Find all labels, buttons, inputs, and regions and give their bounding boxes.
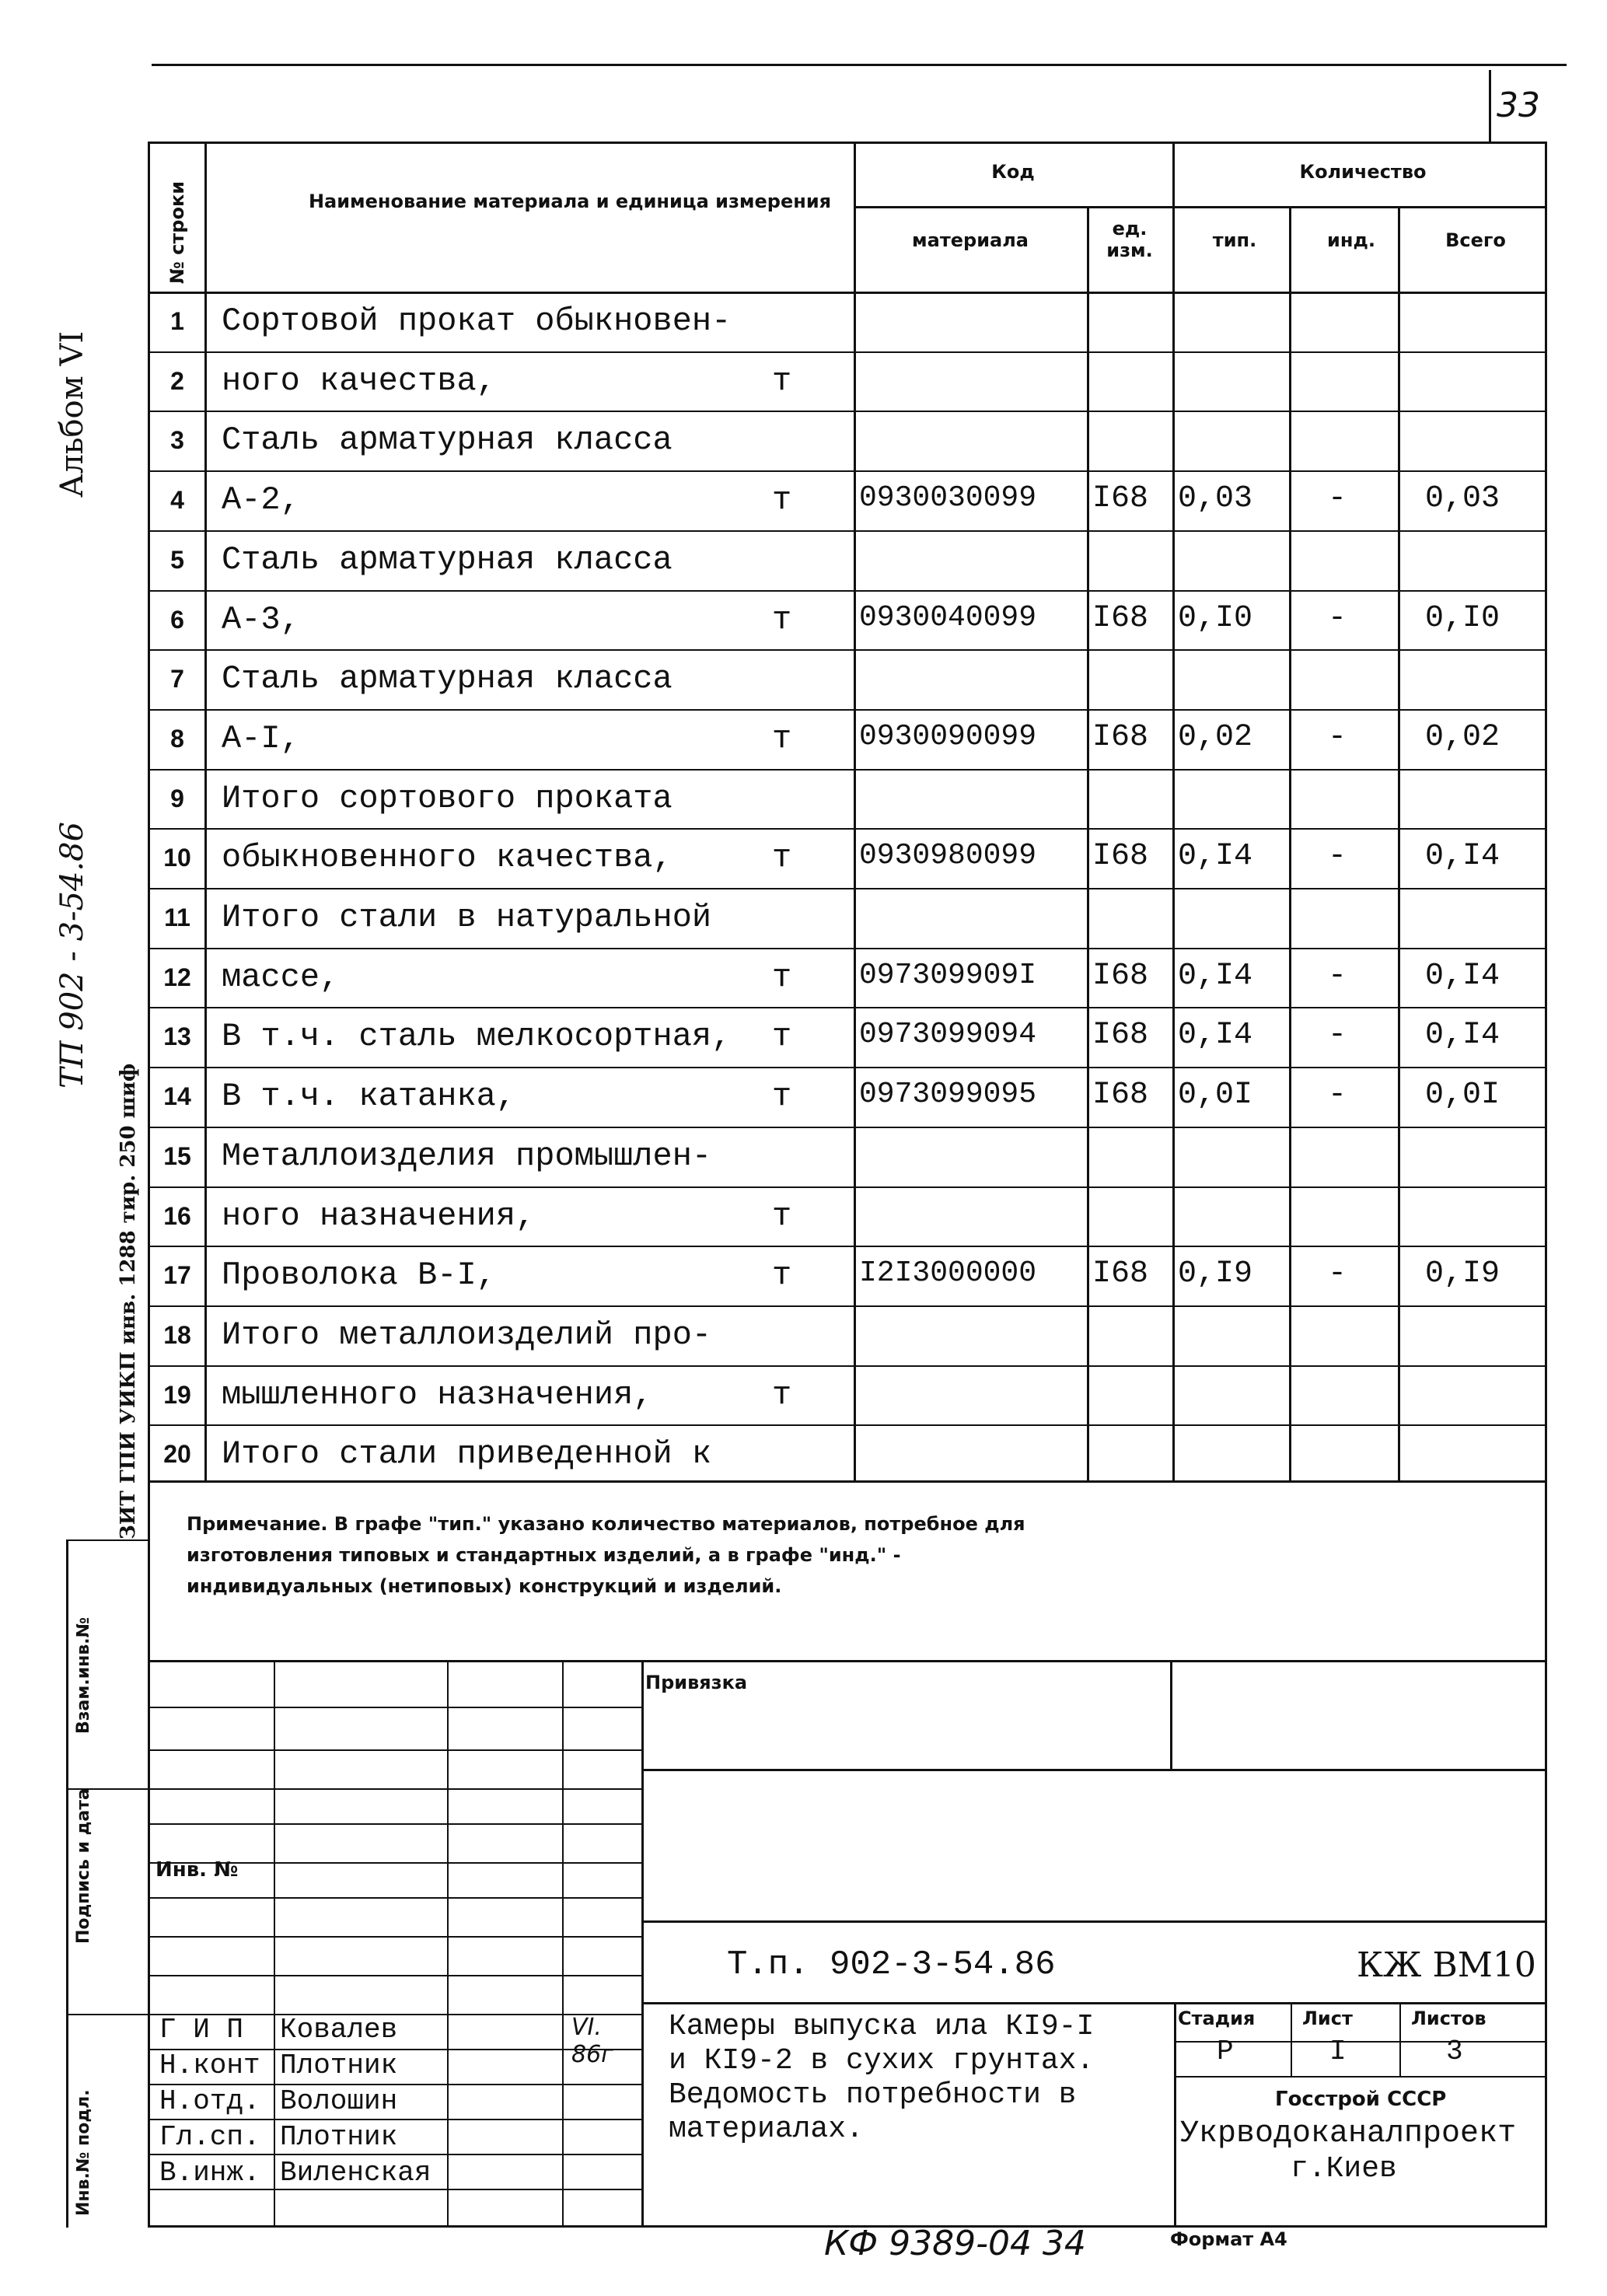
sheet-number: 33 [1497, 86, 1540, 125]
material-name: мышленного назначения, [222, 1375, 653, 1414]
qty-ind: - [1328, 1078, 1347, 1113]
qty-total: 0,I4 [1425, 958, 1500, 994]
row-number: 1 [170, 307, 184, 335]
row-number: 8 [170, 724, 184, 753]
doc-code-top [641, 1920, 1547, 1923]
unit-code: I68 [1092, 1018, 1149, 1054]
signer-role: Н.отд. [159, 2085, 260, 2117]
row-number: 15 [163, 1141, 191, 1170]
row-number: 4 [170, 486, 184, 515]
stamp-grid-line [148, 2154, 641, 2155]
row-number: 16 [163, 1201, 191, 1230]
stamp-grid-line [148, 1936, 641, 1938]
material-code: I2I3000000 [859, 1256, 1037, 1291]
material-name: А-2, [222, 481, 300, 519]
signer-name: Плотник [280, 2121, 398, 2153]
table-row [150, 411, 1547, 470]
material-name: Сталь арматурная класса [222, 660, 672, 698]
table-row [150, 530, 1547, 590]
row-number: 5 [170, 545, 184, 574]
ind-header: инд. [1327, 229, 1375, 251]
row-number: 11 [164, 903, 190, 931]
note: Примечание. В графе "тип." указано количество материалов, потребное для изготовления типовых и стандартных изделий, а в графе "инд." - индивидуальных (нетиповых) конструкций и изделий. [187, 1513, 1025, 1597]
unit-code: I68 [1092, 719, 1149, 755]
qty-typ: 0,I0 [1178, 600, 1253, 636]
stamp-col-1 [274, 1660, 275, 2228]
material-name: Сталь арматурная класса [222, 540, 672, 578]
unit-text: т [772, 1197, 792, 1235]
org-name-2: Укрводоканалпроект [1180, 2116, 1517, 2151]
unit-text: т [772, 958, 792, 996]
qty-ind: - [1328, 1256, 1347, 1292]
stamp-grid-line [148, 1975, 641, 1976]
stamp-grid-line [148, 1897, 641, 1899]
material-code: 097309909I [859, 958, 1037, 992]
album-label: Альбом VI [54, 330, 90, 498]
stage-col-1 [1291, 2002, 1292, 2076]
margin-split-2 [66, 2014, 148, 2015]
table-row [150, 948, 1547, 1008]
table-row [150, 292, 1547, 351]
code-header: Код [991, 161, 1035, 183]
doc-code: Т.п. 902-3-54.86 [727, 1945, 1056, 1984]
material-name: А-I, [222, 719, 300, 757]
stage-label: Стадия [1178, 2008, 1256, 2029]
unit-code: I68 [1092, 839, 1149, 875]
privyazka-label: Привязка [645, 1672, 748, 1693]
qty-total: 0,I4 [1425, 839, 1500, 875]
footer-number: КФ 9389-04 34 [824, 2224, 1086, 2263]
material-code: 0930030099 [859, 481, 1037, 515]
material-name: ного качества, [222, 362, 496, 400]
qty-ind: - [1328, 958, 1347, 994]
title-split [1174, 2002, 1176, 2228]
row-number: 18 [163, 1320, 191, 1349]
doc-title-line: и КI9-2 в сухих грунтах. [669, 2044, 1095, 2078]
unit-text: т [772, 1018, 792, 1056]
table-row [150, 649, 1547, 709]
sheet-value: I [1329, 2036, 1347, 2067]
doc-title-line: материалах. [669, 2113, 864, 2146]
margin-label: Подпись и дата [74, 1788, 93, 1944]
material-name: ного назначения, [222, 1197, 536, 1235]
table-row [150, 1067, 1547, 1127]
row-number: 3 [170, 426, 184, 455]
unit-text: т [772, 839, 792, 877]
qty-typ: 0,0I [1178, 1078, 1253, 1113]
signer-role: Н.конт [159, 2050, 260, 2081]
qty-typ: 0,I9 [1178, 1256, 1253, 1292]
doc-mark: КЖ ВМ10 [1357, 1945, 1536, 1985]
margin-label: Инв.№ подл. [74, 2089, 93, 2216]
qty-total: 0,03 [1425, 481, 1500, 517]
qty-typ: 0,I4 [1178, 839, 1253, 875]
unit-code: I68 [1092, 481, 1149, 517]
stamp-left-line [148, 1481, 150, 2228]
stamp-grid-line [148, 1788, 641, 1790]
material-code: 0973099095 [859, 1078, 1037, 1112]
unit-text: т [772, 600, 792, 638]
table-row [150, 709, 1547, 769]
qty-total: 0,02 [1425, 719, 1500, 755]
typ-header: тип. [1212, 229, 1257, 251]
stamp-grid-line [148, 2189, 641, 2190]
material-code: 0973099094 [859, 1018, 1037, 1052]
privyazka-split [1170, 1660, 1172, 1769]
quantity-header: Количество [1299, 161, 1427, 183]
sheets-value: 3 [1446, 2036, 1463, 2067]
row-number: 10 [163, 844, 191, 872]
margin-label: Взам.инв.№ [74, 1616, 93, 1734]
qty-ind: - [1328, 481, 1347, 517]
qty-typ: 0,03 [1178, 481, 1253, 517]
qty-total: 0,I4 [1425, 1018, 1500, 1054]
doc-title-line: Камеры выпуска ила КI9-I [669, 2010, 1095, 2043]
material-name: В т.ч. сталь мелкосортная, [222, 1018, 732, 1056]
unit-header: ед. изм. [1106, 218, 1153, 261]
unit-code: I68 [1092, 1256, 1149, 1292]
signer-role: Гл.сп. [159, 2121, 260, 2153]
table-row [150, 1424, 1547, 1484]
row-number: 19 [163, 1380, 191, 1409]
unit-text: т [772, 1375, 792, 1414]
margin-split-0 [66, 1539, 148, 1541]
material-name: Итого металлоизделий про- [222, 1316, 712, 1354]
material-name: Итого стали приведенной к [222, 1435, 712, 1473]
signer-name: Ковалев [280, 2014, 398, 2046]
qty-typ: 0,I4 [1178, 1018, 1253, 1054]
material-name: массе, [222, 958, 340, 996]
signer-role: Г И П [159, 2014, 244, 2046]
unit-code: I68 [1092, 1078, 1149, 1113]
stamp-grid-line [148, 1707, 641, 1708]
signer-role: В.инж. [159, 2157, 260, 2189]
row-number: 20 [163, 1440, 191, 1469]
privyazka-bottom [641, 1769, 1547, 1771]
material-code: 0930090099 [859, 719, 1037, 753]
stamp-col-3 [562, 1660, 564, 2228]
stage-col-2 [1399, 2002, 1401, 2076]
sheets-label: Листов [1411, 2008, 1486, 2029]
table-row [150, 1365, 1547, 1425]
table-row [150, 1305, 1547, 1365]
material-code: 0930980099 [859, 839, 1037, 873]
signer-name: Волошин [280, 2085, 398, 2117]
material-code-header: материала [912, 229, 1029, 251]
unit-text: т [772, 1256, 792, 1295]
row-number: 6 [170, 605, 184, 634]
material-name: Металлоизделия промышлен- [222, 1137, 712, 1175]
signer-name: Плотник [280, 2050, 398, 2081]
table-row [150, 769, 1547, 829]
signer-name: Виленская [280, 2157, 431, 2189]
material-name: Итого стали в натуральной [222, 899, 712, 936]
row-number: 7 [170, 665, 184, 694]
stamp-col-4 [641, 1660, 644, 2228]
stamp-grid-line [148, 2119, 641, 2120]
qty-total: 0,I0 [1425, 600, 1500, 636]
qty-ind: - [1328, 600, 1347, 636]
row-number: 13 [163, 1022, 191, 1051]
table-row [150, 470, 1547, 530]
table-row [150, 1246, 1547, 1305]
row-number: 2 [170, 366, 184, 395]
table-row [150, 888, 1547, 948]
materials-table [148, 142, 1547, 1483]
qty-total: 0,I9 [1425, 1256, 1500, 1292]
qty-ind: - [1328, 839, 1347, 875]
stamp-grid-line [148, 1749, 641, 1751]
margin-outer-line [66, 1539, 68, 2228]
inv-no-label: Инв. № [155, 1858, 239, 1882]
qty-typ: 0,02 [1178, 719, 1253, 755]
row-number: 12 [163, 963, 191, 991]
material-name: Проволока В-I, [222, 1256, 496, 1295]
stamp-top-line [148, 1660, 1547, 1662]
material-name: В т.ч. катанка, [222, 1078, 516, 1116]
unit-code: I68 [1092, 600, 1149, 636]
material-code: 0930040099 [859, 600, 1037, 634]
stage-line-2 [1174, 2076, 1547, 2078]
row-number: 17 [163, 1261, 191, 1290]
table-row [150, 1127, 1547, 1186]
table-row [150, 1007, 1547, 1067]
rownum-header: № строки [166, 180, 188, 285]
sheet-number-divider [1489, 70, 1491, 144]
total-header: Всего [1445, 229, 1506, 251]
table-row [150, 828, 1547, 888]
material-name: Сортовой прокат обыкновен- [222, 302, 732, 340]
unit-text: т [772, 481, 792, 519]
doc-code-bottom [641, 2002, 1547, 2004]
unit-text: т [772, 1078, 792, 1116]
stamp-right-line [1545, 1481, 1547, 2228]
table-row [150, 1186, 1547, 1246]
unit-code: I68 [1092, 958, 1149, 994]
inventory-label: ЗИТ ГПИ УИКП инв. 1288 тир. 250 шиф [117, 1063, 140, 1539]
format-label: Формат А4 [1170, 2228, 1287, 2250]
header-split-line [854, 206, 1547, 208]
qty-typ: 0,I4 [1178, 958, 1253, 994]
qty-total: 0,0I [1425, 1078, 1500, 1113]
sheet-label: Лист [1302, 2008, 1353, 2029]
sign-date: VI. 86г [571, 2014, 613, 2068]
qty-ind: - [1328, 719, 1347, 755]
row-number: 14 [163, 1082, 191, 1111]
material-name: Итого сортового проката [222, 779, 672, 817]
top-rule [152, 64, 1567, 66]
stage-value: Р [1217, 2036, 1234, 2067]
name-header: Наименование материала и единица измерения [308, 190, 832, 212]
stamp-col-2 [447, 1660, 449, 2228]
doc-title-line: Ведомость потребности в [669, 2078, 1077, 2112]
qty-ind: - [1328, 1018, 1347, 1054]
project-label: ТП 902 - 3-54.86 [54, 821, 90, 1089]
city: г.Киев [1291, 2152, 1397, 2186]
stamp-grid-line [148, 1823, 641, 1825]
material-name: Сталь арматурная класса [222, 421, 672, 460]
material-name: А-3, [222, 600, 300, 638]
table-row [150, 590, 1547, 650]
row-number: 9 [170, 784, 184, 813]
unit-text: т [772, 362, 792, 400]
table-row [150, 351, 1547, 411]
material-name: обыкновенного качества, [222, 839, 672, 877]
unit-text: т [772, 719, 792, 757]
org-name-1: Госстрой СССР [1275, 2088, 1447, 2111]
